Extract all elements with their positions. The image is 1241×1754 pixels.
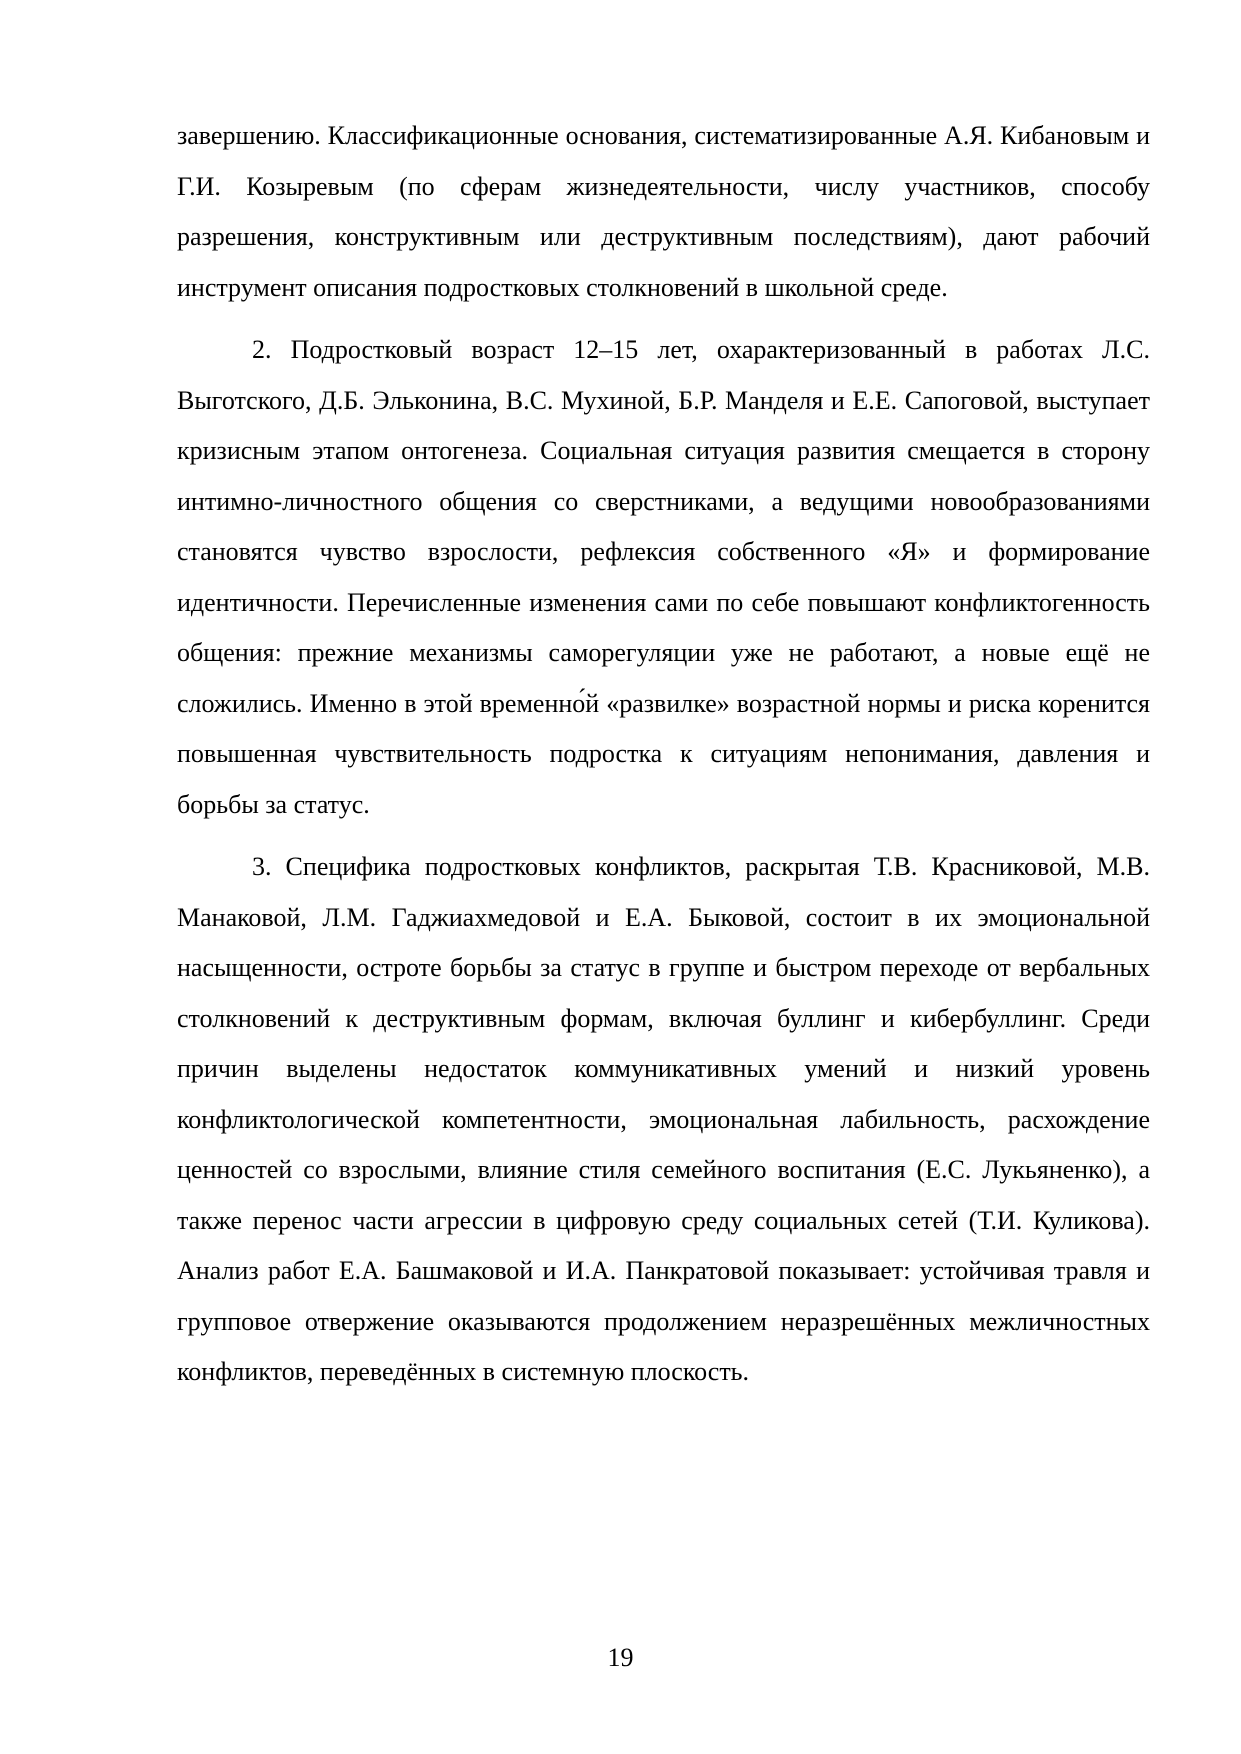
- paragraph-conflict-specifics: 3. Специфика подростковых конфликтов, раскрытая Т.В. Красниковой, М.В. Манаковой, Л.М. Гаджиахмедовой и Е.А. Быковой, состоит в их эмоциональной насыщенности, остроте борьбы за статус в группе и быстром переходе от вербальных столкновений к деструктивным формам, включая буллинг и кибербуллинг. Среди причин выделены недостаток коммуникативных умений и низкий уровень конфликтологической компетентности, эмоциональная лабильность, расхождение ценностей со взрослыми, влияние стиля семейного воспитания (Е.С. Лукьяненко), а также перенос части агрессии в цифровую среду социальных сетей (Т.И. Куликова). Анализ работ Е.А. Башмаковой и И.А. Панкратовой показывает: устойчивая травля и групповое отвержение оказываются продолжением неразрешённых межличностных конфликтов, переведённых в системную плоскость.: [177, 852, 1150, 1386]
- paragraph-adolescent-age: 2. Подростковый возраст 12–15 лет, охарактеризованный в работах Л.С. Выготского, Д.Б. Эльконина, В.С. Мухиной, Б.Р. Манделя и Е.Е. Сапоговой, выступает кризисным этапом онтогенеза. Социальная ситуация развития смещается в сторону интимно-личностного общения со сверстниками, а ведущими новообразованиями становятся чувство взрослости, рефлексия собственного «Я» и формирование идентичности. Перечисленные изменения сами по себе повышают конфликтогенность общения: прежние механизмы саморегуляции уже не работают, а новые ещё не сложились. Именно в этой временно́й «развилке» возрастной нормы и риска коренится повышенная чувствительность подростка к ситуациям непонимания, давления и борьбы за статус.: [177, 335, 1150, 819]
- paragraph-continuation: завершению. Классификационные основания, систематизированные А.Я. Кибановым и Г.И. Козыревым (по сферам жизнедеятельности, числу участников, способу разрешения, конструктивным или деструктивным последствиям), дают рабочий инструмент описания подростковых столкновений в школьной среде.: [177, 121, 1150, 302]
- body-text: [177, 111, 1150, 1410]
- page-number: 19: [607, 1643, 634, 1672]
